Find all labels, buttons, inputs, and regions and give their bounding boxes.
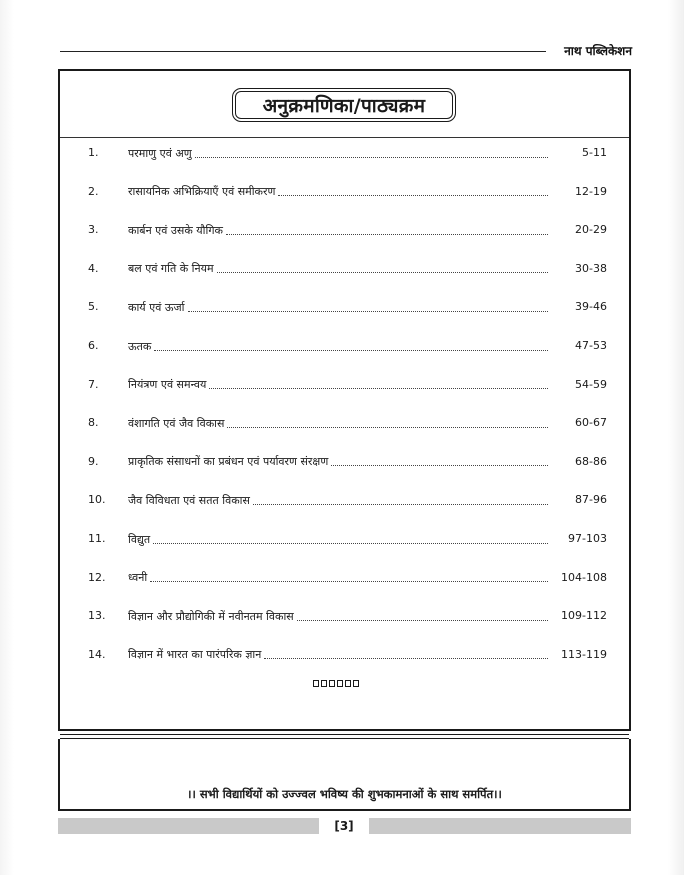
toc-title: जैव विविधता एवं सतत विकास	[128, 493, 250, 507]
toc-row	[60, 143, 629, 163]
toc-number: 7.	[88, 377, 99, 391]
toc-title: विद्युत	[128, 532, 151, 546]
toc-page-range: 39-46	[575, 300, 607, 314]
toc-page-range: 68-86	[575, 454, 607, 468]
page-number: [3]	[319, 817, 369, 835]
header-rule	[60, 51, 546, 52]
toc-entry	[128, 297, 548, 317]
toc-number: 6.	[88, 339, 99, 352]
toc-row	[60, 645, 629, 665]
toc-number: 4.	[88, 261, 99, 275]
toc-entry	[128, 606, 548, 626]
toc-title: प्राकृतिक संसाधनों का प्रबंधन एवं पर्यावरण संरक्षण	[128, 455, 329, 469]
toc-row	[60, 336, 629, 356]
toc-row	[60, 375, 629, 395]
toc-title: कार्य एवं ऊर्जा	[128, 300, 185, 314]
toc-dot-leader	[154, 350, 548, 351]
toc-row	[60, 220, 629, 240]
toc-row	[60, 297, 629, 317]
toc-number: 11.	[88, 532, 106, 545]
page-title	[232, 88, 456, 122]
toc-dot-leader	[217, 272, 548, 273]
toc-number: 8.	[88, 416, 99, 430]
toc-entry	[128, 375, 548, 395]
publisher-name: नाथ पब्लिकेशन	[564, 44, 632, 58]
toc-page-range: 12-19	[575, 184, 607, 198]
toc-title: परमाणु एवं अणु	[128, 146, 192, 160]
toc-title: विज्ञान और प्रौद्योगिकी में नवीनतम विकास	[128, 609, 294, 623]
toc-entry	[128, 645, 548, 665]
toc-number: 5.	[88, 300, 99, 314]
toc-number: 2.	[88, 184, 99, 198]
toc-row	[60, 529, 629, 549]
ornament-square	[353, 680, 359, 687]
toc-entry	[128, 413, 548, 433]
toc-number: 1.	[88, 146, 99, 159]
toc-row	[60, 490, 629, 510]
toc-row	[60, 452, 629, 472]
toc-row	[60, 606, 629, 626]
toc-entry	[128, 220, 548, 240]
toc-page-range: 20-29	[575, 223, 607, 237]
toc-row	[60, 413, 629, 433]
toc-dot-leader	[209, 388, 548, 389]
toc-title: ऊतक	[128, 339, 152, 353]
toc-row	[60, 568, 629, 588]
toc-entry	[128, 143, 548, 163]
toc-dot-leader	[153, 543, 548, 544]
toc-title: नियंत्रण एवं समन्वय	[128, 378, 207, 392]
toc-title: ध्वनी	[128, 571, 148, 585]
toc-entry	[128, 259, 548, 279]
toc-page-range: 87-96	[575, 493, 607, 507]
toc-dot-leader	[227, 427, 548, 428]
ornament-square	[337, 680, 343, 687]
toc-dot-leader	[331, 465, 548, 466]
toc-page-range: 60-67	[575, 416, 607, 430]
toc-page-range: 47-53	[575, 339, 607, 352]
toc-title: रासायनिक अभिक्रियाएँ एवं समीकरण	[128, 185, 276, 199]
toc-dot-leader	[150, 581, 548, 582]
toc-page-range: 5-11	[582, 146, 607, 159]
toc-row	[60, 259, 629, 279]
toc-dot-leader	[226, 234, 548, 235]
ornament-square	[345, 680, 351, 687]
toc-number: 10.	[88, 493, 106, 507]
ornament-square	[313, 680, 319, 687]
toc-page-range: 54-59	[575, 377, 607, 391]
ornament-square	[329, 680, 335, 687]
toc-number: 14.	[88, 647, 106, 661]
content-frame	[58, 69, 631, 731]
page-title-text: अनुक्रमणिका/पाठ्यक्रम	[262, 95, 426, 117]
section-end-ornament	[313, 680, 359, 687]
toc-page-range: 104-108	[561, 570, 607, 584]
toc-page-range: 97-103	[568, 532, 607, 545]
toc-title: वंशागति एवं जैव विकास	[128, 416, 225, 430]
toc-page-range: 113-119	[561, 647, 607, 661]
toc-page-range: 30-38	[575, 261, 607, 275]
toc-title: बल एवं गति के नियम	[128, 262, 214, 276]
dedication-text: ।। सभी विद्यार्थियों को उज्ज्वल भविष्य की शुभकामनाओं के साथ समर्पित।।	[187, 787, 502, 801]
toc-dot-leader	[297, 620, 548, 621]
toc-dot-leader	[253, 504, 548, 505]
toc-entry	[128, 568, 548, 588]
toc-entry	[128, 336, 548, 356]
toc-number: 13.	[88, 609, 106, 623]
toc-dot-leader	[188, 311, 548, 312]
toc-page-range: 109-112	[561, 609, 607, 623]
toc-number: 12.	[88, 570, 106, 584]
toc-dot-leader	[264, 658, 548, 659]
toc-entry	[128, 529, 548, 549]
toc-number: 3.	[88, 223, 99, 237]
toc-entry	[128, 490, 548, 510]
toc-number: 9.	[88, 454, 99, 468]
toc-row	[60, 182, 629, 202]
toc-dot-leader	[195, 157, 548, 158]
toc-entry	[128, 182, 548, 202]
toc-entry	[128, 452, 548, 472]
title-divider	[60, 137, 629, 138]
toc-title: विज्ञान में भारत का पारंपरिक ज्ञान	[128, 648, 262, 662]
toc-dot-leader	[278, 195, 548, 196]
toc-title: कार्बन एवं उसके यौगिक	[128, 223, 224, 237]
ornament-square	[321, 680, 327, 687]
